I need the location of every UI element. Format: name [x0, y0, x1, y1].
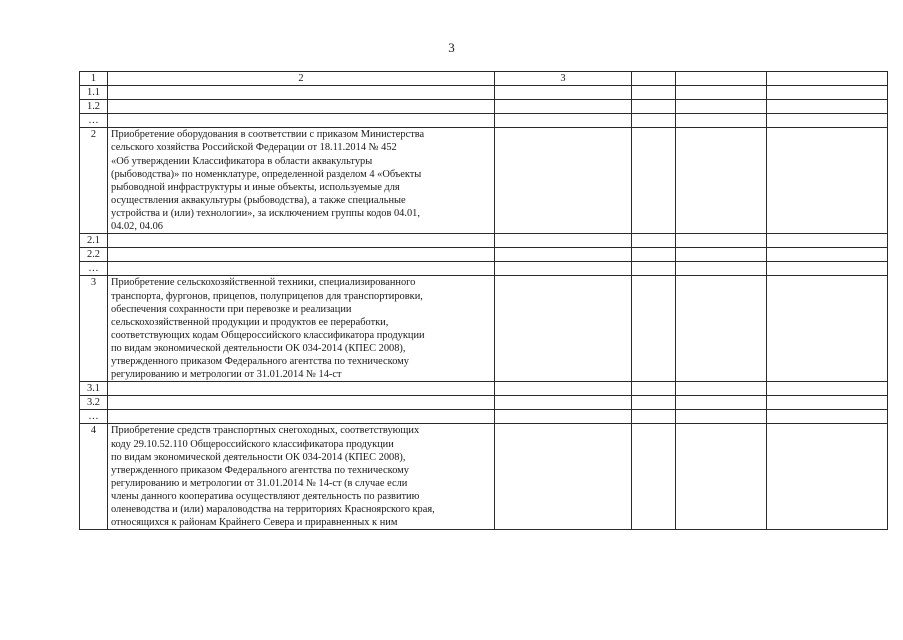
table-row	[80, 100, 888, 114]
empty-cell-col4	[632, 396, 676, 410]
empty-cell-col5	[676, 262, 767, 276]
empty-cell-col5	[676, 396, 767, 410]
empty-cell-col6	[767, 276, 888, 382]
empty-cell-col4	[632, 86, 676, 100]
empty-cell-col5	[676, 382, 767, 396]
empty-cell-col3	[495, 424, 632, 530]
empty-cell-col5	[676, 100, 767, 114]
empty-cell-col3	[495, 114, 632, 128]
empty-cell-col4	[632, 234, 676, 248]
row-number-cell: 3.2	[80, 396, 108, 410]
description-cell	[108, 382, 495, 396]
empty-cell-col4	[632, 248, 676, 262]
description-text-line: сельскохозяйственной продукции и продуктов ее переработки,	[111, 316, 389, 328]
description-text-line: осуществления аквакультуры (рыбоводства), а также специальные	[111, 194, 406, 206]
row-number-cell: 2.1	[80, 234, 108, 248]
description-text-line: соответствующих кодам Общероссийского классификатора продукции	[111, 329, 425, 341]
description-text-line: Приобретение оборудования в соответствии с приказом Министерства	[111, 129, 425, 141]
description-cell	[108, 114, 495, 128]
empty-cell-col3	[495, 396, 632, 410]
empty-cell-col3	[495, 382, 632, 396]
description-cell	[108, 248, 495, 262]
description-text-line: 04.02, 04.06	[111, 221, 163, 233]
empty-cell-col4	[632, 382, 676, 396]
empty-cell-col4	[632, 424, 676, 530]
description-text-line: рыбоводной инфраструктуры и иные объекты, используемые для	[111, 181, 400, 193]
table-row	[80, 234, 888, 248]
empty-cell-col3	[495, 86, 632, 100]
empty-cell-col6	[767, 396, 888, 410]
empty-cell-col6	[767, 128, 888, 234]
description-text-line: сельского хозяйства Российской Федерации от 18.11.2014 № 452	[111, 142, 397, 154]
empty-cell-col6	[767, 234, 888, 248]
header-cell-col6	[767, 72, 888, 86]
empty-cell-col3	[495, 410, 632, 424]
description-text-line: утвержденного приказом Федерального агентства по техническому	[111, 355, 409, 367]
empty-cell-col6	[767, 382, 888, 396]
description-text-line: коду 29.10.52.110 Общероссийского классификатора продукции	[111, 438, 394, 450]
empty-cell-col6	[767, 248, 888, 262]
table-row	[80, 396, 888, 410]
row-number-cell: 1.1	[80, 86, 108, 100]
empty-cell-col5	[676, 424, 767, 530]
description-text-line: транспорта, фургонов, прицепов, полуприцепов для транспортировки,	[111, 290, 423, 302]
header-cell-col3: 3	[495, 72, 632, 86]
description-cell	[108, 276, 495, 382]
empty-cell-col4	[632, 276, 676, 382]
empty-cell-col3	[495, 276, 632, 382]
empty-cell-col3	[495, 100, 632, 114]
section-row	[80, 424, 888, 530]
table-row	[80, 114, 888, 128]
description-cell	[108, 424, 495, 530]
row-number-cell: …	[80, 410, 108, 424]
empty-cell-col4	[632, 262, 676, 276]
page-number: 3	[448, 40, 455, 55]
description-cell	[108, 410, 495, 424]
description-cell	[108, 100, 495, 114]
empty-cell-col5	[676, 410, 767, 424]
empty-cell-col6	[767, 100, 888, 114]
row-number-cell: 2	[80, 128, 108, 234]
description-text-line: утвержденного приказом Федерального агентства по техническому	[111, 464, 409, 476]
table-row	[80, 248, 888, 262]
description-text-line: Приобретение сельскохозяйственной техники, специализированного	[111, 277, 416, 289]
empty-cell-col5	[676, 234, 767, 248]
description-cell	[108, 262, 495, 276]
description-text-line: по видам экономической деятельности ОК 034-2014 (КПЕС 2008),	[111, 451, 406, 463]
row-number-cell: 4	[80, 424, 108, 530]
description-text-line: относящихся к районам Крайнего Севера и приравненных к ним	[111, 517, 398, 529]
empty-cell-col5	[676, 128, 767, 234]
description-cell	[108, 86, 495, 100]
empty-cell-col6	[767, 424, 888, 530]
header-cell-col1: 1	[80, 72, 108, 86]
table-row	[80, 382, 888, 396]
table-row	[80, 410, 888, 424]
description-text-line: по видам экономической деятельности ОК 034-2014 (КПЕС 2008),	[111, 342, 406, 354]
empty-cell-col3	[495, 234, 632, 248]
description-text-line: устройства и (или) технологии», за исключением группы кодов 04.01,	[111, 207, 420, 219]
form-table	[79, 71, 888, 530]
empty-cell-col3	[495, 248, 632, 262]
description-cell	[108, 396, 495, 410]
row-number-cell: 3.1	[80, 382, 108, 396]
empty-cell-col5	[676, 114, 767, 128]
header-cell-col4	[632, 72, 676, 86]
description-text-line: (рыбоводства)» по номенклатуре, определенной разделом 4 «Объекты	[111, 168, 422, 180]
table-body	[80, 72, 888, 530]
row-number-cell: …	[80, 262, 108, 276]
table-row	[80, 86, 888, 100]
description-text-line: регулированию и метрологии от 31.01.2014 № 14-ст (в случае если	[111, 477, 408, 489]
empty-cell-col5	[676, 86, 767, 100]
empty-cell-col3	[495, 262, 632, 276]
header-cell-col2: 2	[108, 72, 495, 86]
description-text-line: «Об утверждении Классификатора в области аквакультуры	[111, 155, 373, 167]
empty-cell-col4	[632, 128, 676, 234]
description-text-line: обеспечения сохранности при перевозке и реализации	[111, 303, 352, 315]
row-number-cell: 2.2	[80, 248, 108, 262]
empty-cell-col5	[676, 276, 767, 382]
description-text-line: Приобретение средств транспортных снегоходных, соответствующих	[111, 425, 420, 437]
empty-cell-col4	[632, 114, 676, 128]
empty-cell-col6	[767, 114, 888, 128]
empty-cell-col4	[632, 410, 676, 424]
empty-cell-col4	[632, 100, 676, 114]
section-row	[80, 276, 888, 382]
description-text-line: регулированию и метрологии от 31.01.2014 № 14-ст	[111, 369, 342, 381]
table-row	[80, 262, 888, 276]
description-cell	[108, 128, 495, 234]
empty-cell-col6	[767, 410, 888, 424]
description-text-line: оленеводства и (или) мараловодства на территориях Красноярского края,	[111, 504, 435, 515]
description-cell	[108, 234, 495, 248]
row-number-cell: …	[80, 114, 108, 128]
empty-cell-col6	[767, 262, 888, 276]
empty-cell-col6	[767, 86, 888, 100]
empty-cell-col5	[676, 248, 767, 262]
row-number-cell: 3	[80, 276, 108, 382]
description-text-line: члены данного кооператива осуществляют деятельность по развитию	[111, 490, 420, 502]
section-row	[80, 128, 888, 234]
empty-cell-col3	[495, 128, 632, 234]
row-number-cell: 1.2	[80, 100, 108, 114]
header-cell-col5	[676, 72, 767, 86]
table-header-row	[80, 72, 888, 86]
